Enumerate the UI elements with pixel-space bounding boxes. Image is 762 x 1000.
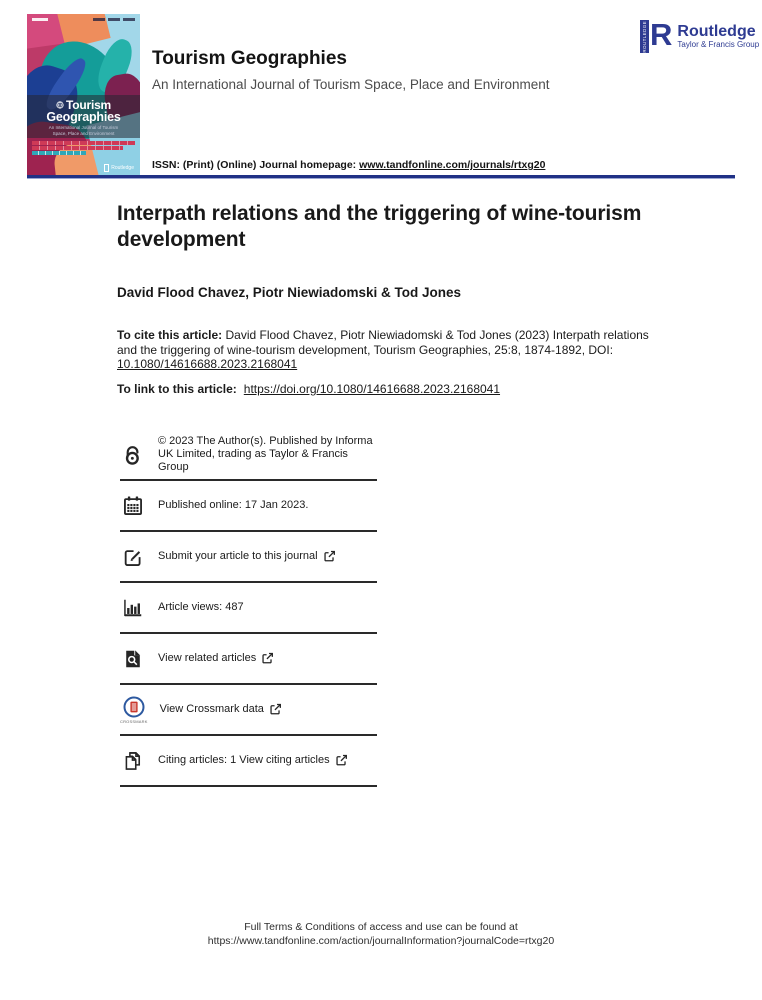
action-row-license[interactable] [120, 430, 377, 481]
action-row-related-articles[interactable] [120, 634, 377, 685]
action-row-submit-article[interactable] [120, 532, 377, 583]
action-row-crossmark[interactable] [120, 685, 377, 736]
cover-logo-band [27, 95, 140, 138]
open-access-icon [120, 444, 146, 466]
header-divider [27, 175, 735, 178]
bar-chart-icon [120, 597, 146, 619]
cover-publisher-mark: Routledge [104, 164, 134, 172]
cite-label: To cite this article: [117, 328, 223, 342]
action-text: Submit your article to this journal [158, 550, 318, 562]
journal-homepage-link[interactable]: www.tandfonline.com/journals/rtxg20 [359, 159, 546, 171]
cite-doi-link[interactable]: 10.1080/14616688.2023.2168041 [117, 357, 298, 371]
cover-logo-subtitle: An International Journal of Tourism Space, Place and Environment [48, 125, 119, 136]
journal-title: Tourism Geographies [152, 48, 347, 69]
action-text: Published online: 17 Jan 2023. [158, 499, 309, 511]
action-list [120, 430, 377, 787]
action-text: Citing articles: 1 View citing articles [158, 754, 330, 766]
routledge-logo [640, 17, 760, 53]
cover-article-listing [32, 141, 135, 156]
citation-paragraph [117, 328, 657, 372]
crossmark-icon [120, 696, 148, 724]
cover-issue-info [32, 18, 135, 21]
article-doi-link[interactable]: https://doi.org/10.1080/14616688.2023.2168041 [243, 382, 501, 396]
citing-articles-icon [120, 750, 146, 772]
action-text: View Crossmark data [159, 703, 264, 715]
calendar-icon [120, 495, 146, 517]
external-link-icon [323, 550, 336, 563]
link-label: To link to this article: [117, 382, 237, 396]
action-row-published-online[interactable] [120, 481, 377, 532]
submit-icon [120, 546, 146, 568]
cover-logo-title-1: Tourism [65, 98, 112, 112]
routledge-r-glyph: R [650, 17, 673, 52]
external-link-icon [269, 703, 282, 716]
issn-label: ISSN: (Print) (Online) Journal homepage: [152, 159, 357, 171]
crossmark-label: CROSSMARK [120, 718, 148, 724]
publisher-group: Taylor & Francis Group [677, 40, 760, 49]
routledge-mark-text: ROUTLEDGE [642, 20, 647, 53]
action-text: View related articles [158, 652, 257, 664]
globe-icon [56, 101, 64, 109]
routledge-mark [640, 17, 673, 53]
footer-terms-link[interactable]: https://www.tandfonline.com/action/journalInformation?journalCode=rtxg20 [207, 935, 555, 947]
external-link-icon [335, 754, 348, 767]
footer [0, 920, 762, 948]
related-articles-icon [120, 648, 146, 670]
action-row-citing-articles[interactable] [120, 736, 377, 787]
action-text: © 2023 The Author(s). Published by Informa UK Limited, trading as Taylor & Francis Group [158, 435, 373, 473]
issn-line [152, 159, 545, 171]
action-row-article-views[interactable] [120, 583, 377, 634]
article-authors: David Flood Chavez, Piotr Niewiadomski & Tod Jones [117, 285, 462, 300]
article-title: Interpath relations and the triggering of wine-tourism development [117, 202, 642, 251]
cover-logo-title-2: Geographies [46, 110, 121, 124]
cite-body: David Flood Chavez, Piotr Niewiadomski & Tod Jones (2023) Interpath relations and the triggering of wine-tourism development, Tourism Geographies, 25:8, 1874-1892, DOI: [117, 328, 649, 357]
action-text: Article views: 487 [158, 601, 244, 613]
external-link-icon [261, 652, 274, 665]
publisher-name: Routledge [677, 23, 756, 40]
journal-subtitle: An International Journal of Tourism Space, Place and Environment [152, 77, 550, 92]
footer-terms-text: Full Terms & Conditions of access and use can be found at [244, 921, 518, 933]
journal-cover-image [27, 14, 140, 177]
link-paragraph [117, 382, 500, 396]
